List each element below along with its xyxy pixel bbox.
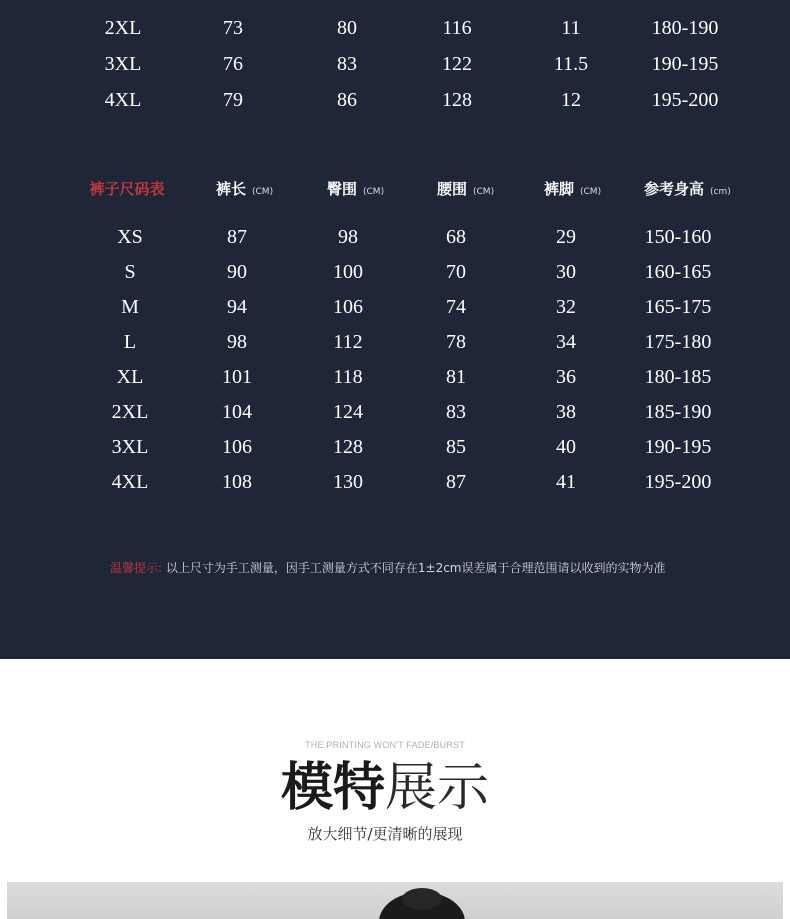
measure-cell: 34 xyxy=(556,331,576,353)
header-label: 腰围 xyxy=(437,180,468,198)
measure-cell: 124 xyxy=(333,401,363,423)
measure-cell: 190-195 xyxy=(644,436,712,458)
header-label: 臀围 xyxy=(327,180,358,198)
measure-cell: 101 xyxy=(222,366,252,388)
header-unit: (CM) xyxy=(473,187,495,197)
measure-cell: 150-160 xyxy=(644,226,712,248)
measure-cell: 104 xyxy=(222,401,252,423)
header-waist xyxy=(437,179,494,202)
measure-cell: 40 xyxy=(556,436,576,458)
header-pants-length xyxy=(216,179,273,202)
measure-cell: 128 xyxy=(442,89,472,111)
header-unit: (CM) xyxy=(580,187,602,197)
measure-cell: 41 xyxy=(556,471,576,493)
measure-cell: 116 xyxy=(442,17,472,39)
measure-cell: 74 xyxy=(446,296,466,318)
header-label: 参考身高 xyxy=(644,180,705,198)
header-leg-opening xyxy=(544,179,601,202)
measure-cell: 160-165 xyxy=(644,261,712,283)
model-hair-top-shape xyxy=(402,888,442,910)
measure-cell: 38 xyxy=(556,401,576,423)
size-label-cell: XS xyxy=(117,226,143,248)
measure-cell: 68 xyxy=(446,226,466,248)
measure-cell: 98 xyxy=(227,331,247,353)
measure-cell: 73 xyxy=(223,17,243,39)
measure-cell: 94 xyxy=(227,296,247,318)
measure-cell: 83 xyxy=(337,53,357,75)
measure-cell: 87 xyxy=(446,471,466,493)
measure-cell: 100 xyxy=(333,261,363,283)
size-label-cell: 4XL xyxy=(111,471,149,493)
size-label-cell: M xyxy=(121,296,139,318)
title-light-part: 展示 xyxy=(385,758,490,818)
header-label: 裤长 xyxy=(216,180,247,198)
measure-cell: 130 xyxy=(333,471,363,493)
size-label-cell: L xyxy=(123,331,137,353)
measure-cell: 83 xyxy=(446,401,466,423)
size-label-cell: 3XL xyxy=(104,53,142,75)
header-unit: (CM) xyxy=(363,187,385,197)
measure-cell: 175-180 xyxy=(644,331,712,353)
size-label-cell: 2XL xyxy=(111,401,149,423)
measure-cell: 180-185 xyxy=(644,366,712,388)
measure-cell: 79 xyxy=(223,89,243,111)
measure-cell: 78 xyxy=(446,331,466,353)
measure-cell: 85 xyxy=(446,436,466,458)
size-label-cell: S xyxy=(124,261,136,283)
measure-cell: 112 xyxy=(333,331,363,353)
measure-cell: 122 xyxy=(442,53,472,75)
measure-cell: 180-190 xyxy=(651,17,719,39)
measure-cell: 80 xyxy=(337,17,357,39)
size-label-cell: 2XL xyxy=(104,17,142,39)
measure-cell: 70 xyxy=(446,261,466,283)
measure-cell: 185-190 xyxy=(644,401,712,423)
size-label-cell: XL xyxy=(116,366,144,388)
size-label-cell: 4XL xyxy=(104,89,142,111)
measure-cell: 11 xyxy=(561,17,581,39)
measure-cell: 165-175 xyxy=(644,296,712,318)
model-photo xyxy=(7,882,783,919)
measure-cell: 87 xyxy=(227,226,247,248)
measure-cell: 108 xyxy=(222,471,252,493)
measure-cell: 76 xyxy=(223,53,243,75)
notice-label: 温馨提示: xyxy=(110,561,163,575)
model-section-title xyxy=(0,755,770,821)
measure-cell: 30 xyxy=(556,261,576,283)
measure-cell: 118 xyxy=(333,366,363,388)
measure-cell: 98 xyxy=(338,226,358,248)
measure-cell: 86 xyxy=(337,89,357,111)
measure-cell: 128 xyxy=(333,436,363,458)
model-subtitle-en: THE PRINTING WON'T FADE/BURST xyxy=(305,740,465,750)
header-unit: (cm) xyxy=(710,187,731,197)
size-notice xyxy=(110,560,666,576)
measure-cell: 12 xyxy=(561,89,581,111)
header-label: 裤脚 xyxy=(544,180,575,198)
title-bold-part: 模特 xyxy=(280,758,385,818)
measure-cell: 11.5 xyxy=(553,53,589,75)
pants-table-title: 裤子尺码表 xyxy=(89,180,165,198)
header-hip xyxy=(327,179,384,202)
measure-cell: 106 xyxy=(333,296,363,318)
measure-cell: 90 xyxy=(227,261,247,283)
measure-cell: 81 xyxy=(446,366,466,388)
model-subtitle-cn: 放大细节/更清晰的展现 xyxy=(307,825,463,843)
notice-text: 以上尺寸为手工测量，因手工测量方式不同存在1±2cm误差属于合理范围请以收到的实物为准 xyxy=(165,561,666,575)
measure-cell: 106 xyxy=(222,436,252,458)
measure-cell: 195-200 xyxy=(651,89,719,111)
measure-cell: 195-200 xyxy=(644,471,712,493)
measure-cell: 36 xyxy=(556,366,576,388)
header-reference-height xyxy=(644,179,731,202)
measure-cell: 190-195 xyxy=(651,53,719,75)
size-label-cell: 3XL xyxy=(111,436,149,458)
measure-cell: 29 xyxy=(556,226,576,248)
measure-cell: 32 xyxy=(556,296,576,318)
header-unit: (CM) xyxy=(252,187,274,197)
